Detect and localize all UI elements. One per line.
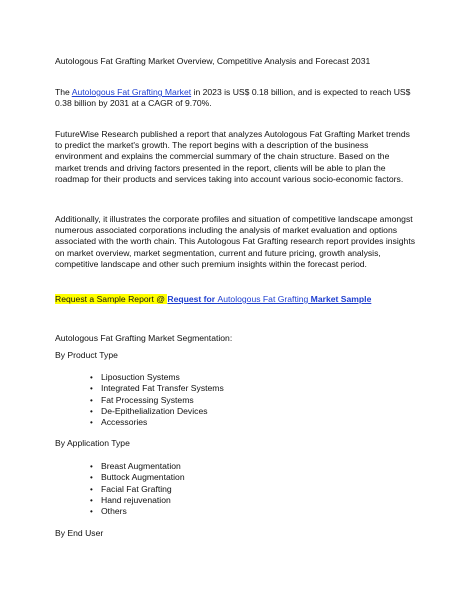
list-item: • Accessories <box>101 417 224 428</box>
research-paragraph: FutureWise Research published a report that analyzes Autologous Fat Grafting Market trends to predict the market's growth. The report begins with a description of the business environment and explains the commercial summary of the chain structure. Based on the market trends and driving factors presented in the report, clients will be able to plan the roadmap for their products and services taking into account various socio-economic factors. <box>55 129 410 184</box>
list-item: • De-Epithelialization Devices <box>101 406 224 417</box>
sample-link-part-1: Request for <box>167 294 218 304</box>
list-item: • Facial Fat Grafting <box>101 484 185 495</box>
profiles-paragraph: Additionally, it illustrates the corporate profiles and situation of competitive landscape amongst numerous associated corporations including the analysis of market evaluation and options associated with the worth chain. This Autologous Fat Grafting research report provides insights on market overview, market segmentation, current and future pricing, growth analysis, competitive landscape and other such premium insights within the forecast period. <box>55 214 416 269</box>
application-type-list <box>101 461 185 517</box>
list-item: • Buttock Augmentation <box>101 472 185 483</box>
intro-suffix: in 2023 is US$ 0.18 billion, and is expected to reach US$ 0.38 billion by 2031 at a CAGR of 9.70%. <box>55 87 411 109</box>
intro-prefix: The <box>55 87 72 97</box>
list-item: • Hand rejuvenation <box>101 495 185 506</box>
list-item: • Breast Augmentation <box>101 461 185 472</box>
intro-paragraph <box>55 87 415 109</box>
by-product-heading: By Product Type <box>55 350 118 360</box>
product-type-list <box>101 372 224 428</box>
sample-link-part-3: Market Sample <box>308 294 372 304</box>
sample-request-link[interactable] <box>167 294 371 304</box>
by-end-user-heading: By End User <box>55 528 104 538</box>
segmentation-heading: Autologous Fat Grafting Market Segmentation: <box>55 333 233 343</box>
market-link[interactable]: Autologous Fat Grafting Market <box>71 87 192 97</box>
document-title: Autologous Fat Grafting Market Overview, Competitive Analysis and Forecast 2031 <box>55 56 371 66</box>
list-item: • Liposuction Systems <box>101 372 224 383</box>
list-item: • Fat Processing Systems <box>101 395 224 406</box>
list-item: • Integrated Fat Transfer Systems <box>101 383 224 394</box>
sample-request-label: Request a Sample Report @ <box>55 294 168 304</box>
by-application-heading: By Application Type <box>55 438 130 448</box>
list-item: • Others <box>101 506 185 517</box>
sample-link-part-2: Autologous Fat Grafting <box>217 294 309 304</box>
sample-request-line <box>55 294 415 305</box>
